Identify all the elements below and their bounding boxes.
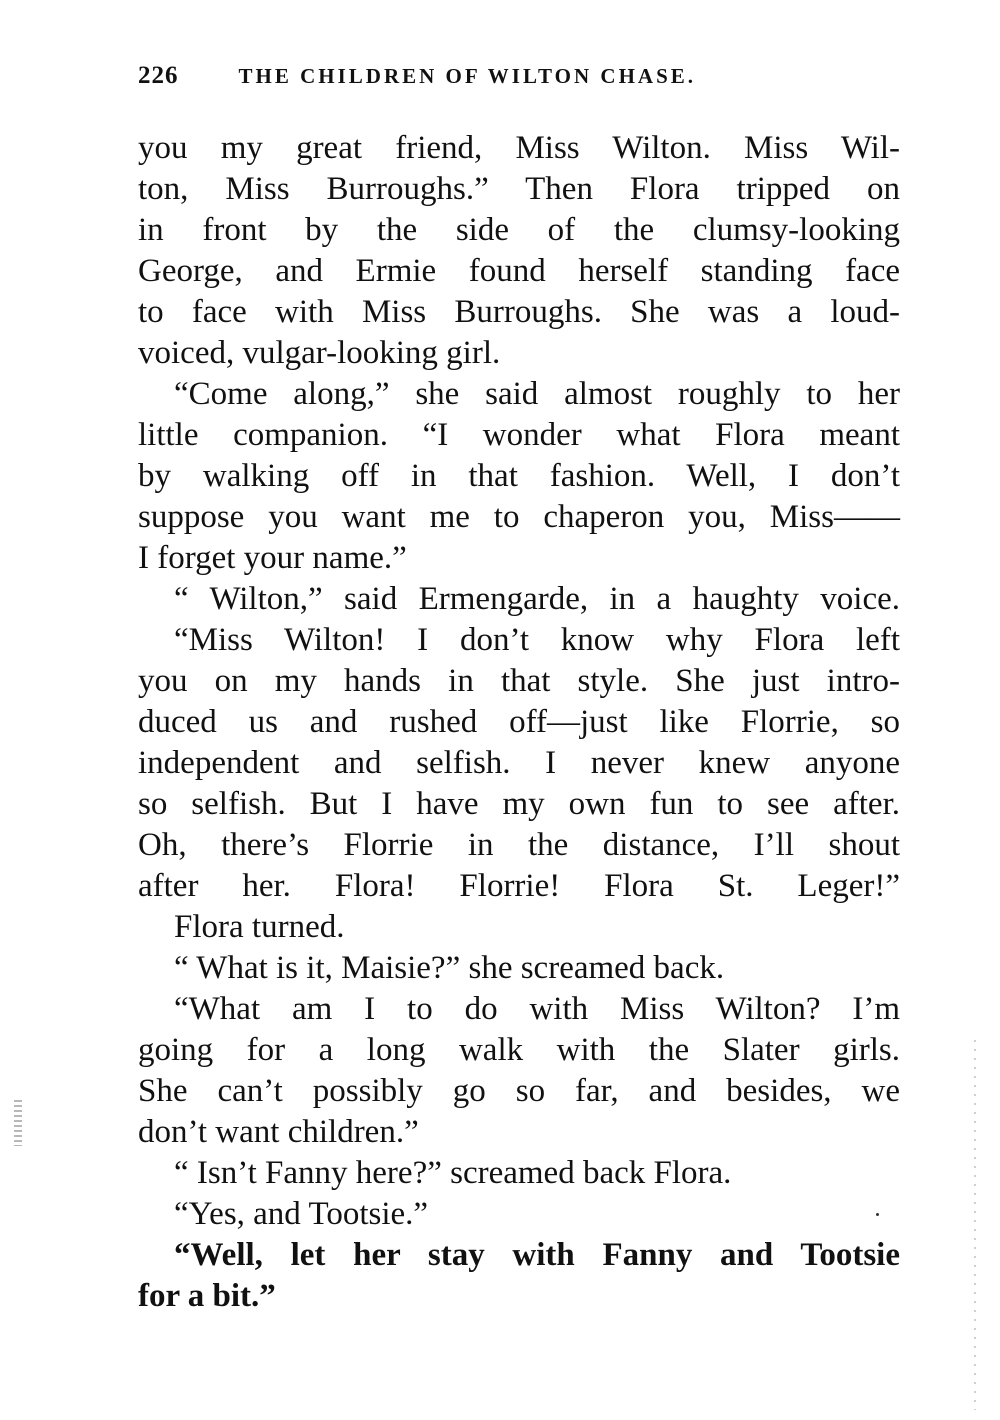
text-line: “Miss Wilton! I don’t know why Flora left bbox=[174, 622, 900, 658]
page-header bbox=[138, 62, 900, 92]
text-line: going for a long walk with the Slater girls. bbox=[138, 1032, 900, 1068]
text-line: in front by the side of the clumsy-looking bbox=[138, 212, 900, 248]
margin-scan-mark bbox=[14, 1100, 22, 1146]
text-line: so selfish. But I have my own fun to see after. bbox=[138, 786, 900, 822]
text-line: you my great friend, Miss Wilton. Miss Wil- bbox=[138, 130, 900, 166]
text-line: voiced, vulgar-looking girl. bbox=[138, 335, 501, 371]
text-line: “ Wilton,” said Ermengarde, in a haughty voice. bbox=[174, 581, 900, 617]
text-line: George, and Ermie found herself standing face bbox=[138, 253, 900, 289]
text-line: duced us and rushed off—just like Florrie, so bbox=[138, 704, 900, 740]
ink-speck bbox=[876, 1213, 879, 1216]
text-line: “ What is it, Maisie?” she screamed back. bbox=[174, 950, 725, 986]
text-line: “Well, let her stay with Fanny and Tootsie bbox=[174, 1237, 900, 1273]
page-edge-dots bbox=[974, 1040, 976, 1410]
running-head: THE CHILDREN OF WILTON CHASE. bbox=[238, 64, 697, 88]
text-line: ton, Miss Burroughs.” Then Flora tripped on bbox=[138, 171, 900, 207]
text-line: suppose you want me to chaperon you, Miss—— bbox=[138, 499, 900, 535]
text-line: “What am I to do with Miss Wilton? I’m bbox=[174, 991, 900, 1027]
text-line: Flora turned. bbox=[174, 909, 345, 945]
text-line: little companion. “I wonder what Flora meant bbox=[138, 417, 900, 453]
text-line: you on my hands in that style. She just intro- bbox=[138, 663, 900, 699]
text-line: I forget your name.” bbox=[138, 540, 407, 576]
text-line: by walking off in that fashion. Well, I don’t bbox=[138, 458, 900, 494]
text-line: for a bit.” bbox=[138, 1278, 276, 1314]
text-line: “ Isn’t Fanny here?” screamed back Flora. bbox=[174, 1155, 732, 1191]
text-line: after her. Flora! Florrie! Flora St. Leger!” bbox=[138, 868, 900, 904]
text-line: independent and selfish. I never knew anyone bbox=[138, 745, 900, 781]
page-number: 226 bbox=[138, 62, 179, 89]
text-line: don’t want children.” bbox=[138, 1114, 419, 1150]
text-line: “Come along,” she said almost roughly to her bbox=[174, 376, 900, 412]
text-line: She can’t possibly go so far, and besides, we bbox=[138, 1073, 900, 1109]
text-line: “Yes, and Tootsie.” bbox=[174, 1196, 429, 1232]
body-text bbox=[138, 128, 900, 1317]
text-line: to face with Miss Burroughs. She was a loud- bbox=[138, 294, 900, 330]
text-line: Oh, there’s Florrie in the distance, I’ll shout bbox=[138, 827, 900, 863]
